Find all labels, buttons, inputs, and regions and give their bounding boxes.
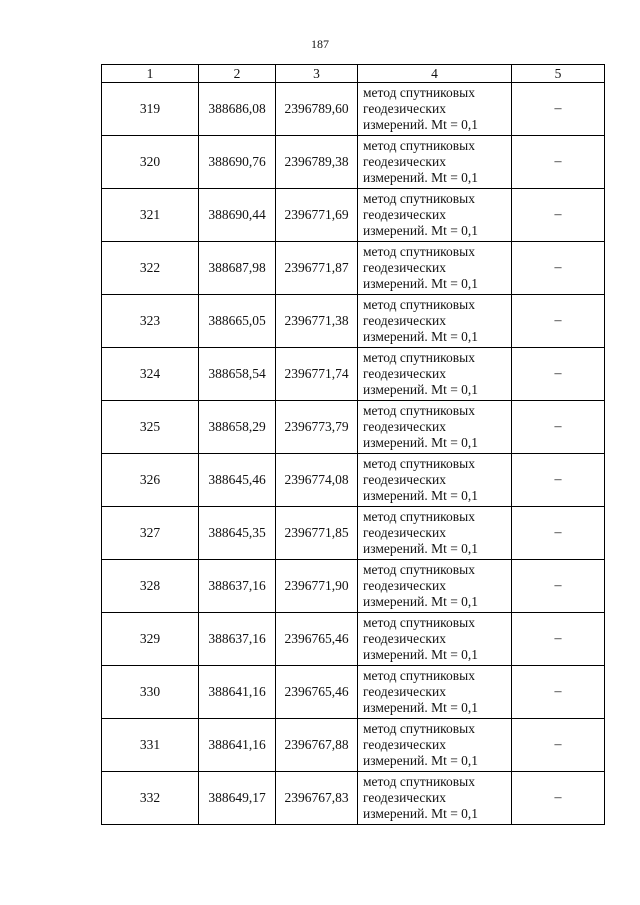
point-number: 325	[102, 401, 199, 454]
method-line: геодезических	[363, 472, 446, 487]
note-cell: –	[512, 719, 605, 772]
method-line: измерений. Mt = 0,1	[363, 700, 479, 715]
method-line: геодезических	[363, 154, 446, 169]
method-line: измерений. Mt = 0,1	[363, 488, 479, 503]
method-description	[358, 83, 512, 136]
table-row	[102, 189, 605, 242]
point-number: 332	[102, 772, 199, 825]
coord-x: 388649,17	[199, 772, 276, 825]
method-line: измерений. Mt = 0,1	[363, 594, 479, 609]
table-row	[102, 666, 605, 719]
header-col-1: 1	[102, 65, 199, 83]
coord-y: 2396771,69	[276, 189, 358, 242]
coord-x: 388637,16	[199, 560, 276, 613]
method-description	[358, 719, 512, 772]
table-row	[102, 454, 605, 507]
coord-y: 2396774,08	[276, 454, 358, 507]
method-line: геодезических	[363, 525, 446, 540]
note-cell: –	[512, 242, 605, 295]
coord-y: 2396771,87	[276, 242, 358, 295]
note-cell: –	[512, 189, 605, 242]
header-col-5: 5	[512, 65, 605, 83]
method-line: измерений. Mt = 0,1	[363, 753, 479, 768]
method-description	[358, 401, 512, 454]
method-line: геодезических	[363, 260, 446, 275]
point-number: 324	[102, 348, 199, 401]
coord-y: 2396771,74	[276, 348, 358, 401]
coord-x: 388686,08	[199, 83, 276, 136]
method-line: метод спутниковых	[363, 562, 475, 577]
method-line: измерений. Mt = 0,1	[363, 223, 479, 238]
method-line: метод спутниковых	[363, 509, 475, 524]
method-line: измерений. Mt = 0,1	[363, 329, 479, 344]
coord-x: 388645,46	[199, 454, 276, 507]
coord-y: 2396767,88	[276, 719, 358, 772]
coord-x: 388690,76	[199, 136, 276, 189]
method-line: измерений. Mt = 0,1	[363, 170, 479, 185]
method-line: метод спутниковых	[363, 138, 475, 153]
table-row	[102, 242, 605, 295]
header-col-4: 4	[358, 65, 512, 83]
method-line: метод спутниковых	[363, 191, 475, 206]
method-line: измерений. Mt = 0,1	[363, 541, 479, 556]
method-line: измерений. Mt = 0,1	[363, 647, 479, 662]
table-row	[102, 136, 605, 189]
note-cell: –	[512, 295, 605, 348]
note-cell: –	[512, 136, 605, 189]
method-line: метод спутниковых	[363, 244, 475, 259]
method-description	[358, 454, 512, 507]
point-number: 320	[102, 136, 199, 189]
coord-y: 2396771,85	[276, 507, 358, 560]
method-line: измерений. Mt = 0,1	[363, 382, 479, 397]
point-number: 331	[102, 719, 199, 772]
method-description	[358, 348, 512, 401]
method-line: измерений. Mt = 0,1	[363, 435, 479, 450]
point-number: 329	[102, 613, 199, 666]
method-description	[358, 507, 512, 560]
table-row	[102, 295, 605, 348]
coord-x: 388645,35	[199, 507, 276, 560]
coord-x: 388641,16	[199, 666, 276, 719]
coord-y: 2396789,38	[276, 136, 358, 189]
method-description	[358, 560, 512, 613]
method-line: метод спутниковых	[363, 456, 475, 471]
method-line: геодезических	[363, 578, 446, 593]
point-number: 323	[102, 295, 199, 348]
method-description	[358, 613, 512, 666]
table-row	[102, 772, 605, 825]
method-line: геодезических	[363, 631, 446, 646]
note-cell: –	[512, 83, 605, 136]
table-row	[102, 719, 605, 772]
point-number: 321	[102, 189, 199, 242]
point-number: 328	[102, 560, 199, 613]
method-line: геодезических	[363, 101, 446, 116]
coord-y: 2396773,79	[276, 401, 358, 454]
point-number: 326	[102, 454, 199, 507]
coord-y: 2396767,83	[276, 772, 358, 825]
table-row	[102, 401, 605, 454]
coord-y: 2396765,46	[276, 613, 358, 666]
method-description	[358, 189, 512, 242]
method-line: геодезических	[363, 207, 446, 222]
note-cell: –	[512, 401, 605, 454]
method-line: метод спутниковых	[363, 85, 475, 100]
table-row	[102, 507, 605, 560]
method-line: метод спутниковых	[363, 774, 475, 789]
method-line: геодезических	[363, 737, 446, 752]
header-col-2: 2	[199, 65, 276, 83]
method-line: измерений. Mt = 0,1	[363, 806, 479, 821]
table-header-row	[102, 65, 605, 83]
coord-x: 388641,16	[199, 719, 276, 772]
coord-x: 388690,44	[199, 189, 276, 242]
point-number: 322	[102, 242, 199, 295]
method-line: метод спутниковых	[363, 297, 475, 312]
method-line: метод спутниковых	[363, 350, 475, 365]
coord-y: 2396771,90	[276, 560, 358, 613]
table-row	[102, 613, 605, 666]
point-number: 327	[102, 507, 199, 560]
point-number: 330	[102, 666, 199, 719]
method-line: геодезических	[363, 366, 446, 381]
table-row	[102, 83, 605, 136]
method-description	[358, 666, 512, 719]
method-line: геодезических	[363, 419, 446, 434]
method-description	[358, 295, 512, 348]
note-cell: –	[512, 348, 605, 401]
method-line: метод спутниковых	[363, 403, 475, 418]
method-line: метод спутниковых	[363, 721, 475, 736]
method-line: геодезических	[363, 313, 446, 328]
coord-y: 2396765,46	[276, 666, 358, 719]
note-cell: –	[512, 454, 605, 507]
point-number: 319	[102, 83, 199, 136]
coord-y: 2396771,38	[276, 295, 358, 348]
method-description	[358, 772, 512, 825]
method-description	[358, 242, 512, 295]
note-cell: –	[512, 666, 605, 719]
method-line: геодезических	[363, 790, 446, 805]
method-line: метод спутниковых	[363, 615, 475, 630]
note-cell: –	[512, 507, 605, 560]
method-line: измерений. Mt = 0,1	[363, 117, 479, 132]
page-number: 187	[311, 37, 329, 51]
method-description	[358, 136, 512, 189]
method-line: геодезических	[363, 684, 446, 699]
table-row	[102, 348, 605, 401]
coord-x: 388687,98	[199, 242, 276, 295]
coord-y: 2396789,60	[276, 83, 358, 136]
method-line: измерений. Mt = 0,1	[363, 276, 479, 291]
coord-x: 388658,29	[199, 401, 276, 454]
note-cell: –	[512, 560, 605, 613]
note-cell: –	[512, 772, 605, 825]
coordinates-table	[101, 64, 605, 825]
header-col-3: 3	[276, 65, 358, 83]
coord-x: 388665,05	[199, 295, 276, 348]
table-row	[102, 560, 605, 613]
coord-x: 388658,54	[199, 348, 276, 401]
note-cell: –	[512, 613, 605, 666]
coord-x: 388637,16	[199, 613, 276, 666]
method-line: метод спутниковых	[363, 668, 475, 683]
